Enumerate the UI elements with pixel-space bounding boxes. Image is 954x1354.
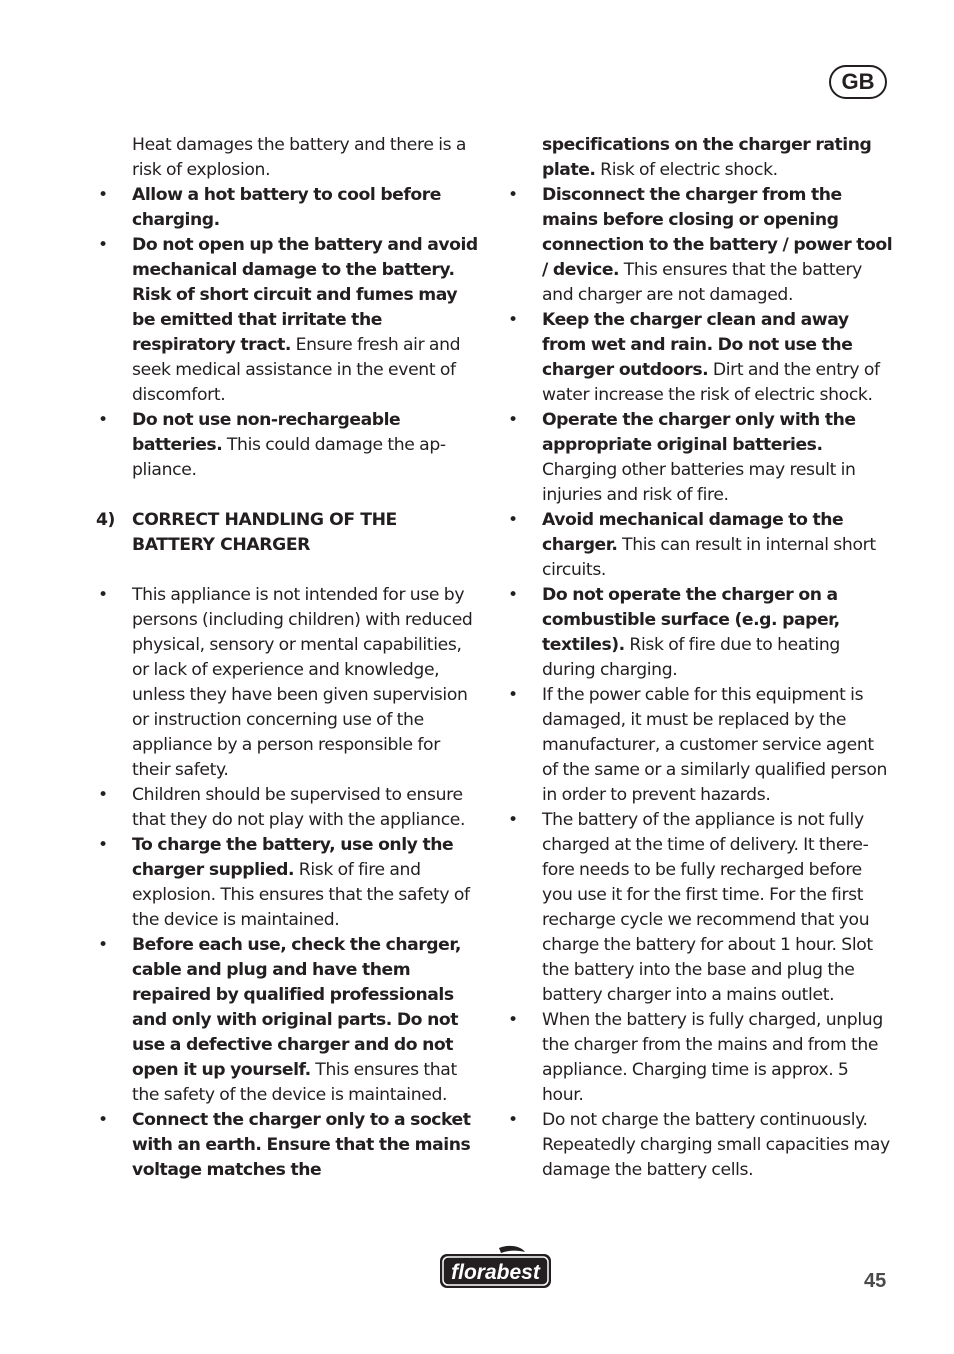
list-item: • Allow a hot battery to cool before charging. [98,185,442,230]
list-item: • Avoid mechanical damage to the charger. This can result in internal short circuits. [508,510,876,580]
bullet-dot: • [508,1010,518,1030]
language-badge: GB [829,65,887,99]
list-item: • The battery of the appliance is not fully charged at the time of delivery. It therefore needs to be fully recharged before you use it for the first time. For the first recharge cycle we recommend that you charge the battery for about 1 hour. Slot the battery into the base and plug the battery charger into a mains outlet. [508,810,873,1005]
logo-leaf-icon [499,1246,525,1253]
right-column [506,133,894,1183]
list-item: • Operate the charger only with the appropriate original batteries. Charging other batteries may result in injuries and risk of fire. [508,410,856,505]
list-item: • To charge the battery, use only the charger supplied. Risk of fire and explosion. This ensures that the safety of the device is maintained. [98,835,470,930]
list-item: • This appliance is not intended for use by persons (including children) with reduced physical, sensory or mental capabilities, or lack of experience and knowledge, unless they have been given supervision or instruction concerning use of the appliance by a person responsible for their safety. [98,585,473,780]
section-heading [96,508,482,558]
list-item: • Children should be supervised to ensure that they do not play with the appliance. [98,785,466,830]
bullet-dot: • [98,935,108,955]
bullet-dot: • [508,810,518,830]
list-item: • Keep the charger clean and away from wet and rain. Do not use the charger outdoors. Dirt and the entry of water increase the risk of electric shock. [508,310,880,405]
list-item: • When the battery is fully charged, unplug the charger from the mains and from the appliance. Charging time is approx. 5 hour. [508,1010,883,1105]
logo-text: florabest [451,1261,540,1284]
list-item: • Disconnect the charger from the mains before closing or opening connection to the battery / power tool / device. This ensures that the battery and charger are not damaged. [508,185,893,305]
bullet-dot: • [508,685,518,705]
list-item: • Do not use non-rechargeable batteries. This could damage the appliance. [98,410,447,480]
bullet-dot: • [508,510,518,530]
bullet-dot: • [98,585,108,605]
section-number: 4) [96,510,116,530]
bullet-dot: • [508,1110,518,1130]
bullet-dot: • [98,1110,108,1130]
bullet-dot: • [508,185,518,205]
bullet-dot: • [98,410,108,430]
bullet-dot: • [98,185,108,205]
bullet-dot: • [98,835,108,855]
bullet-dot: • [508,410,518,430]
list-item: • Before each use, check the charger, cable and plug and have them repaired by qualified professionals and only with original parts. Do not use a defective charger and do not open it up yourself. This ensures that the safety of the device is maintained. [98,935,461,1105]
section-title: CORRECT HANDLING OF THE BATTERY CHARGER [132,510,397,555]
list-item: • Connect the charger only to a socket with an earth. Ensure that the mains voltage matches the [98,1110,471,1180]
continuation-text: specifications on the charger rating plate. Risk of electric shock. [542,135,872,180]
bullet-dot: • [508,585,518,605]
list-item: • Do not open up the battery and avoid mechanical damage to the battery. Risk of short circuit and fumes may be emitted that irritate the respiratory tract. Ensure fresh air and seek medical assistance in the event of discomfort. [98,235,478,405]
left-column [96,133,482,1183]
florabest-logo [439,1244,553,1290]
bullet-dot: • [98,785,108,805]
list-item: • Do not operate the charger on a combustible surface (e.g. paper, textiles). Risk of fire due to heating during charging. [508,585,840,680]
list-item: • Do not charge the battery continuously. Repeatedly charging small capacities may damage the battery cells. [508,1110,890,1180]
bullet-dot: • [508,310,518,330]
bullet-dot: • [98,235,108,255]
list-item: • If the power cable for this equipment is damaged, it must be replaced by the manufacturer, a customer service agent of the same or a similarly qualified person in order to prevent hazards. [508,685,888,805]
page-number: 45 [864,1270,887,1292]
intro-text: Heat damages the battery and there is a risk of explosion. [132,135,467,180]
